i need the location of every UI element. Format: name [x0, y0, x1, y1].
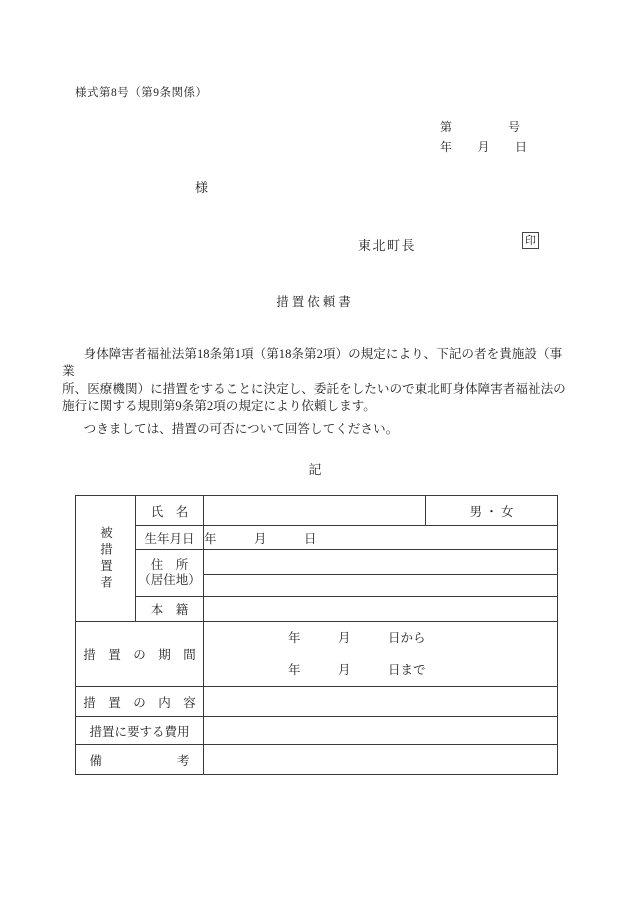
subject-group-label: 被措置者 — [98, 525, 113, 592]
body-line-1: 身体障害者福祉法第18条第1項（第18条第2項）の規定により、下記の者を貴施設（事業 — [62, 347, 563, 379]
cost-label-cell: 措置に要する費用 — [76, 717, 204, 745]
address-label-line2: （居住地） — [138, 573, 201, 587]
body-line-4: つきましては、措置の可否について回答してください。 — [71, 421, 399, 436]
remarks-label-cell: 備 考 — [76, 745, 204, 775]
date-year-label: 年 — [440, 140, 453, 154]
subject-group-cell — [76, 496, 136, 622]
gender-options-cell: 男 ・ 女 — [426, 496, 558, 526]
sender-title: 東北町長 — [358, 238, 417, 253]
date-day-label: 日 — [514, 140, 527, 154]
document-number-block — [440, 117, 527, 157]
name-value-field — [204, 496, 426, 526]
addressee-honorific: 様 — [195, 180, 209, 195]
body-line-2: 所、医療機関）に措置をすることに決定し、委託をしたいので東北町身体障害者福祉法の — [62, 381, 566, 396]
address-label-cell — [136, 550, 204, 597]
doc-number-prefix: 第 — [440, 120, 453, 134]
birthdate-value-field: 年 月 日 — [204, 526, 558, 550]
document-date-line — [440, 137, 527, 157]
document-number-line — [440, 117, 520, 137]
document-title: 措置依頼書 — [276, 295, 354, 309]
record-marker: 記 — [308, 462, 322, 477]
period-value-field — [204, 622, 558, 687]
cost-value-field — [204, 717, 558, 745]
date-month-label: 月 — [477, 140, 490, 154]
period-to-line: 年 月 日まで — [288, 663, 426, 677]
address-value-field-2 — [204, 575, 558, 597]
remarks-value-field — [204, 745, 558, 775]
address-label-line1: 住 所 — [150, 558, 189, 572]
period-from-line: 年 月 日から — [288, 631, 426, 645]
domicile-value-field — [204, 597, 558, 622]
body-text — [62, 346, 572, 438]
domicile-label-cell: 本 籍 — [136, 597, 204, 622]
seal-mark: 印 — [522, 232, 539, 249]
body-line-3: 施行に関する規則第9条第2項の規定により依頼します。 — [62, 399, 376, 414]
birthdate-label-cell: 生年月日 — [136, 526, 204, 550]
address-value-field-1 — [204, 550, 558, 575]
doc-number-suffix: 号 — [507, 120, 520, 134]
placement-form-table — [75, 495, 558, 775]
content-value-field — [204, 687, 558, 717]
form-number-label: 様式第8号（第9条関係） — [75, 87, 208, 99]
content-label-cell: 措 置 の 内 容 — [76, 687, 204, 717]
name-label-cell: 氏 名 — [136, 496, 204, 526]
period-label-cell: 措 置 の 期 間 — [76, 622, 204, 687]
